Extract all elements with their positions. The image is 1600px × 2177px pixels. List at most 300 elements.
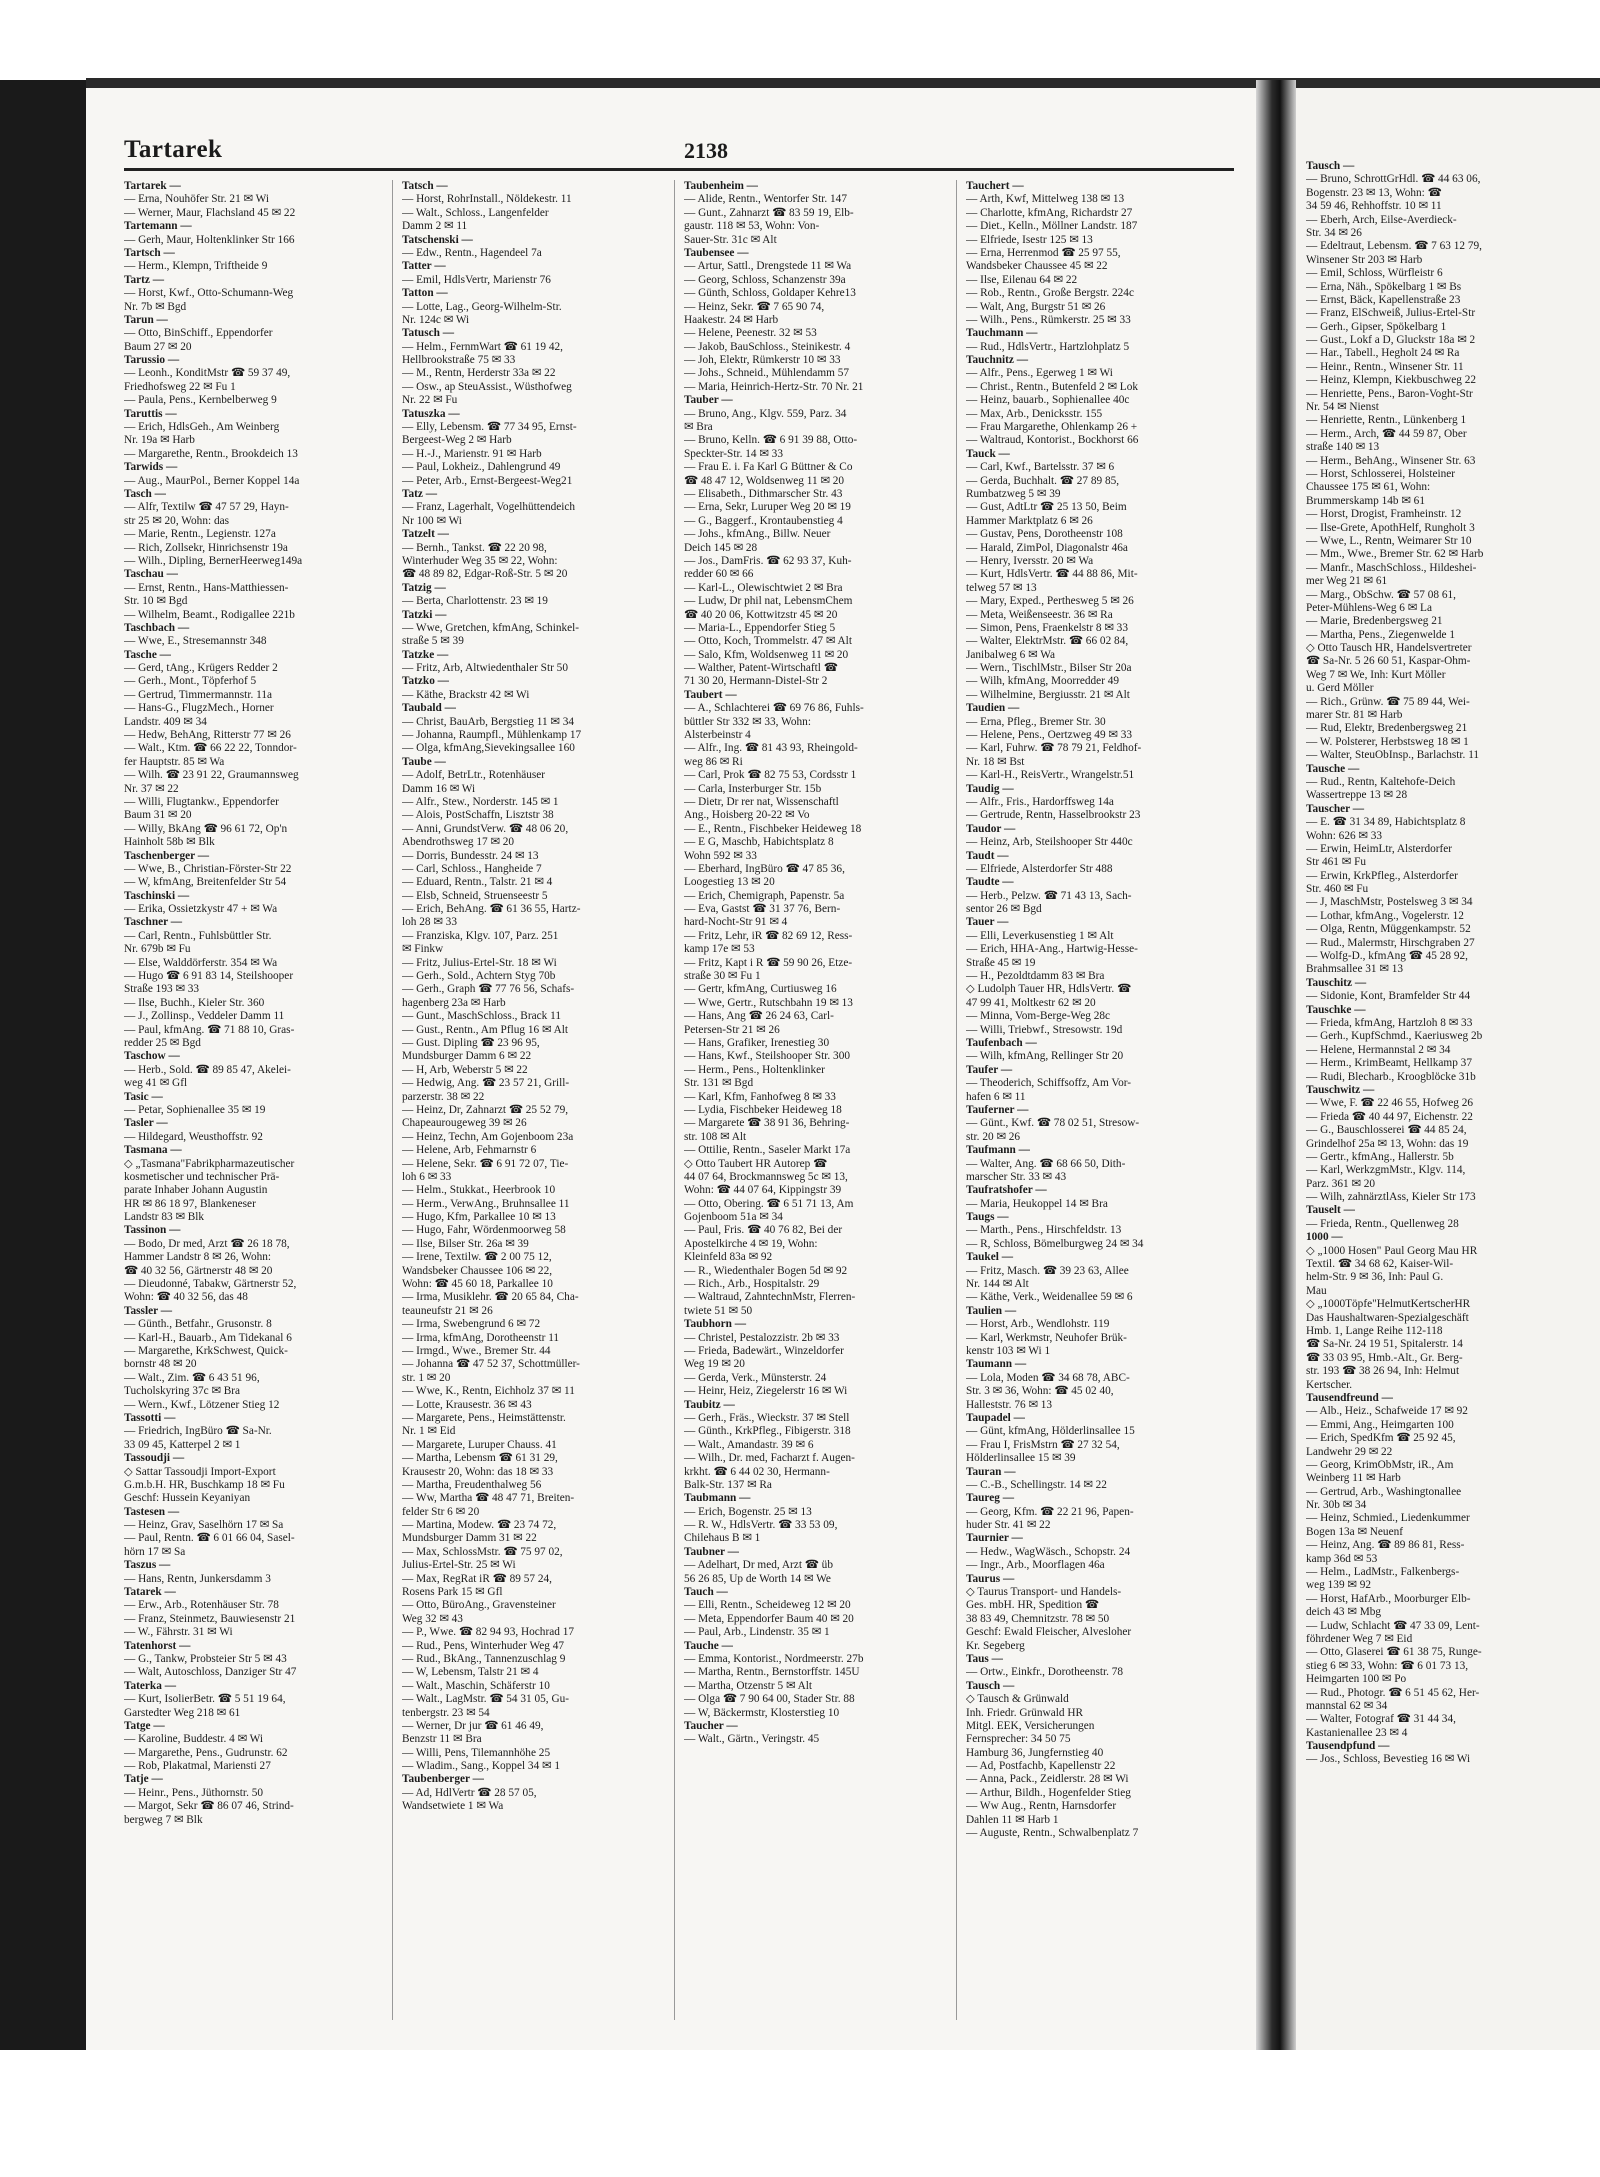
directory-entry-line: — Elfriede, Alsterdorfer Str 488 bbox=[966, 862, 1113, 875]
directory-entry-line: ☎ Sa-Nr. 5 26 60 51, Kaspar-Ohm- bbox=[1306, 655, 1471, 668]
directory-entry-line: — Otto, BüroAng., Gravensteiner bbox=[402, 1599, 556, 1612]
directory-entry-line: — Erna, Herrenmod ☎ 25 97 55, bbox=[966, 246, 1121, 259]
directory-entry-line: — Erwin, KrkPfleg., Alsterdorfer bbox=[1306, 869, 1458, 882]
directory-entry-line: — Rud., HdlsVertr., Hartzlohplatz 5 bbox=[966, 340, 1130, 353]
directory-entry-line: — Irmgd., Wwe., Bremer Str. 44 bbox=[402, 1344, 551, 1357]
directory-entry-line: Benzstr 11 ✉ Bra bbox=[402, 1733, 482, 1746]
directory-entry-line: — Maria, Heinrich-Hertz-Str. 70 Nr. 21 bbox=[684, 380, 864, 393]
directory-entry-line: — Mm., Wwe., Bremer Str. 62 ✉ Harb bbox=[1306, 548, 1484, 561]
directory-entry-line: — Gust, AdtLtr ☎ 25 13 50, Beim bbox=[966, 501, 1127, 514]
directory-entry-line: ◇ Ludolph Tauer HR, HdlsVertr. ☎ bbox=[966, 983, 1132, 996]
directory-entry-line: Tatschenski — bbox=[402, 233, 473, 246]
directory-entry-line: — Wwe, F. ☎ 22 46 55, Hofweg 26 bbox=[1306, 1097, 1474, 1110]
directory-entry-line: — Hans-G., FlugzMech., Horner bbox=[124, 702, 274, 715]
directory-entry-line: — Rud., Malermstr, Hirschgraben 27 bbox=[1306, 936, 1475, 949]
directory-entry-line: — Georg, Schloss, Schanzenstr 39a bbox=[684, 273, 846, 286]
directory-entry-line: Krausestr 20, Wohn: das 18 ✉ 33 bbox=[402, 1465, 554, 1478]
directory-entry-line: — Wern., Kwf., Lötzener Stieg 12 bbox=[124, 1398, 280, 1411]
directory-entry-line: Peter-Mühlens-Weg 6 ✉ La bbox=[1306, 601, 1432, 614]
directory-entry-line: Ges. mbH. HR, Spedition ☎ bbox=[966, 1599, 1100, 1612]
directory-entry-line: — R., Wiedenthaler Bogen 5d ✉ 92 bbox=[684, 1264, 848, 1277]
directory-entry-line: — Gerd, tAng., Krügers Redder 2 bbox=[124, 662, 278, 675]
directory-entry-line: Friedhofsweg 22 ✉ Fu 1 bbox=[124, 380, 236, 393]
directory-entry-line: Taubenberger — bbox=[402, 1773, 484, 1786]
directory-entry-line: — Herb., Pelzw. ☎ 71 43 13, Sach- bbox=[966, 889, 1132, 902]
directory-entry-line: — Walt., LagMstr. ☎ 54 31 05, Gu- bbox=[402, 1693, 570, 1706]
directory-entry-line: — Peter, Arb., Ernst-Bergeest-Weg21 bbox=[402, 474, 573, 487]
directory-entry-line: — Irma, kfmAng, Dorotheenstr 11 bbox=[402, 1331, 560, 1344]
directory-entry-line: hard-Nocht-Str 91 ✉ 4 bbox=[684, 916, 788, 929]
directory-entry-line: — Hedwig, Ang. ☎ 23 57 21, Grill- bbox=[402, 1077, 570, 1090]
directory-entry-line: Janibalweg 6 ✉ Wa bbox=[966, 648, 1055, 661]
directory-entry-line: Taschner — bbox=[124, 916, 183, 929]
directory-entry-line: — Emma, Kontorist., Nordmeerstr. 27b bbox=[684, 1652, 864, 1665]
directory-entry-line: — Wwe, L., Rentn, Weimarer Str 10 bbox=[1306, 534, 1472, 547]
directory-entry-line: Weg 32 ✉ 43 bbox=[402, 1612, 463, 1625]
directory-entry-line: ◇ Sattar Tassoudji Import-Export bbox=[124, 1465, 276, 1478]
directory-entry-line: Tarwids — bbox=[124, 461, 178, 474]
directory-entry-line: — Georg, Kfm. ☎ 22 21 96, Papen- bbox=[966, 1505, 1134, 1518]
directory-entry-line: — Eberh, Arch, Eilse-Averdieck- bbox=[1306, 213, 1457, 226]
directory-entry-line: Petersen-Str 21 ✉ 26 bbox=[684, 1023, 780, 1036]
directory-entry-line: — Rud., Photogr. ☎ 6 51 45 62, Her- bbox=[1306, 1686, 1480, 1699]
directory-entry-line: Mitgl. EEK, Versicherungen bbox=[966, 1719, 1095, 1732]
directory-entry-line: — Rob, Plakatmal, Mariensti 27 bbox=[124, 1760, 271, 1773]
directory-entry-line: — Heinz, bauarb., Sophienallee 40c bbox=[966, 394, 1130, 407]
directory-entry-line: — Walt., Zim. ☎ 6 43 51 96, bbox=[124, 1371, 260, 1384]
directory-entry-line: — Margarete, Luruper Chauss. 41 bbox=[402, 1438, 557, 1451]
directory-entry-line: — Heinr., Rentn., Winsener Str. 11 bbox=[1306, 360, 1464, 373]
directory-entry-line: kamp 17e ✉ 53 bbox=[684, 943, 755, 956]
directory-entry-line: — Elli, Leverkusenstieg 1 ✉ Alt bbox=[966, 929, 1114, 942]
directory-entry-line: — Margarete, Pens., Heimstättenstr. bbox=[402, 1411, 566, 1424]
directory-entry-line: — Diet., Kelln., Möllner Landstr. 187 bbox=[966, 220, 1138, 233]
directory-entry-line: Tatton — bbox=[402, 287, 448, 300]
directory-entry-line: Bogen 13a ✉ Neuenf bbox=[1306, 1525, 1403, 1538]
directory-entry-line: Taubald — bbox=[402, 702, 456, 715]
directory-entry-line: — Ludw, Dr phil nat, LebensmChem bbox=[684, 595, 853, 608]
directory-entry-line: Chilehaus B ✉ 1 bbox=[684, 1532, 761, 1545]
directory-entry-line: Nr. 22 ✉ Fu bbox=[402, 394, 458, 407]
directory-entry-line: Taudor — bbox=[966, 822, 1016, 835]
directory-entry-line: — Christel, Pestalozzistr. 2b ✉ 33 bbox=[684, 1331, 840, 1344]
directory-entry-line: — Carl, Prok ☎ 82 75 53, Cordsstr 1 bbox=[684, 769, 857, 782]
directory-entry-line: Weinberg 11 ✉ Harb bbox=[1306, 1472, 1401, 1485]
directory-entry-line: — Günth, Schloss, Goldaper Kehre13 bbox=[684, 287, 856, 300]
directory-entry-line: 33 09 45, Katterpel 2 ✉ 1 bbox=[124, 1438, 241, 1451]
directory-entry-line: ✉ Finkw bbox=[402, 943, 444, 956]
directory-entry-line: hafen 6 ✉ 11 bbox=[966, 1090, 1026, 1103]
directory-entry-line: 38 83 49, Chemnitzstr. 78 ✉ 50 bbox=[966, 1612, 1110, 1625]
directory-entry-line: — Marg., ObSchw. ☎ 57 08 61, bbox=[1306, 588, 1456, 601]
directory-entry-line: mannstal 62 ✉ 34 bbox=[1306, 1699, 1388, 1712]
directory-entry-line: hagenberg 23a ✉ Harb bbox=[402, 996, 506, 1009]
directory-entry-line: Tatzki — bbox=[402, 608, 447, 621]
directory-entry-line: — Hildegard, Weusthoffstr. 92 bbox=[124, 1130, 263, 1143]
directory-entry-line: Tasmana — bbox=[124, 1144, 182, 1157]
directory-entry-line: — Bernh., Tankst. ☎ 22 20 98, bbox=[402, 541, 547, 554]
directory-entry-line: Dahlen 11 ✉ Harb 1 bbox=[966, 1813, 1059, 1826]
directory-entry-line: — Carl, Kwf., Bartelsstr. 37 ✉ 6 bbox=[966, 461, 1115, 474]
directory-entry-line: marer Str. 81 ✉ Harb bbox=[1306, 709, 1403, 722]
directory-entry-line: — Johs., kfmAng., Billw. Neuer bbox=[684, 528, 831, 541]
directory-entry-line: — Salo, Kfm, Woldsenweg 11 ✉ 20 bbox=[684, 648, 849, 661]
directory-entry-line: Taubensee — bbox=[684, 246, 749, 259]
directory-entry-line: Wandsbeker Chaussee 106 ✉ 22, bbox=[402, 1264, 553, 1277]
directory-entry-line: Hainholt 58b ✉ Blk bbox=[124, 836, 215, 849]
directory-entry-line: — Georg, KrimObMstr, iR., Am bbox=[1306, 1458, 1454, 1471]
directory-entry-line: — Ww, Martha ☎ 48 47 71, Breiten- bbox=[402, 1492, 575, 1505]
directory-entry-line: Nr 100 ✉ Wi bbox=[402, 514, 462, 527]
directory-entry-line: — Martha, Freudenthalweg 56 bbox=[402, 1478, 542, 1491]
directory-entry-line: ◇ Otto Taubert HR Autorep ☎ bbox=[684, 1157, 828, 1170]
directory-entry-line: Tatzke — bbox=[402, 648, 449, 661]
directory-entry-line: str. 1 ✉ 20 bbox=[402, 1371, 451, 1384]
directory-entry-line: — Henriette, Pens., Baron-Voght-Str bbox=[1306, 387, 1473, 400]
directory-entry-line: Tartemann — bbox=[124, 220, 192, 233]
directory-entry-line: — Rud., Pens, Winterhuder Weg 47 bbox=[402, 1639, 565, 1652]
directory-entry-line: — Hugo, Kfm, Parkallee 10 ✉ 13 bbox=[402, 1211, 556, 1224]
directory-entry-line: hörn 17 ✉ Sa bbox=[124, 1545, 186, 1558]
directory-entry-line: ☎ Sa-Nr. 24 19 51, Spitalerstr. 14 bbox=[1306, 1338, 1463, 1351]
directory-entry-line: Inh. Friedr. Grünwald HR bbox=[966, 1706, 1084, 1719]
directory-entry-line: Grindelhof 25a ✉ 13, Wohn: das 19 bbox=[1306, 1137, 1469, 1150]
directory-entry-line: — Helm., LadMstr., Falkenbergs- bbox=[1306, 1566, 1460, 1579]
directory-entry-line: — Max, SchlossMstr. ☎ 75 97 02, bbox=[402, 1545, 563, 1558]
directory-entry-line: — Horst, HafArb., Moorburger Elb- bbox=[1306, 1592, 1471, 1605]
column-rule bbox=[674, 180, 675, 2020]
directory-entry-line: Tausendpfund — bbox=[1306, 1740, 1390, 1753]
directory-entry-line: Tauschitz — bbox=[1306, 976, 1367, 989]
directory-entry-line: Tausch — bbox=[1306, 160, 1355, 172]
directory-entry-line: — Gust., Lokf a D, Gluckstr 18a ✉ 2 bbox=[1306, 334, 1476, 347]
directory-entry-line: — Günt., Kwf. ☎ 78 02 51, Stresow- bbox=[966, 1117, 1140, 1130]
directory-entry-line: Kastanienallee 23 ✉ 4 bbox=[1306, 1726, 1408, 1739]
directory-entry-line: — Alide, Rentn., Wentorfer Str. 147 bbox=[684, 193, 847, 206]
directory-entry-line: twiete 51 ✉ 50 bbox=[684, 1304, 753, 1317]
directory-entry-line: ◇ „Tasmana"Fabrikpharmazeutischer bbox=[124, 1157, 295, 1170]
directory-entry-line: Landstr 83 ✉ Blk bbox=[124, 1211, 205, 1224]
directory-entry-line: Tatsch — bbox=[402, 180, 448, 192]
directory-entry-line: — Willy, BkAng ☎ 96 61 72, Op'n bbox=[124, 822, 288, 835]
directory-entry-line: — Irma, Musiklehr. ☎ 20 65 84, Cha- bbox=[402, 1291, 579, 1304]
directory-entry-line: — Karl-H., ReisVertr., Wrangelstr.51 bbox=[966, 769, 1135, 782]
directory-entry-line: — Olga, Rentn, Müggenkampstr. 52 bbox=[1306, 923, 1471, 936]
directory-entry-line: Taudig — bbox=[966, 782, 1014, 795]
directory-entry-line: Nr. 124c ✉ Wi bbox=[402, 313, 470, 326]
directory-entry-line: — Heinz, Klempn, Kiekbuschweg 22 bbox=[1306, 374, 1477, 387]
directory-entry-line: parzerstr. 38 ✉ 22 bbox=[402, 1090, 485, 1103]
directory-entry-line: 56 26 85, Up de Worth 14 ✉ We bbox=[684, 1572, 831, 1585]
directory-entry-line: — H.-J., Marienstr. 91 ✉ Harb bbox=[402, 447, 542, 460]
directory-entry-line: — Käthe, Brackstr 42 ✉ Wi bbox=[402, 688, 530, 701]
directory-entry-line: — Eva, Gastst ☎ 31 37 76, Bern- bbox=[684, 903, 841, 916]
directory-entry-line: — Rudi, Blecharb., Kroogblöcke 31b bbox=[1306, 1070, 1476, 1083]
directory-entry-line: — Berta, Charlottenstr. 23 ✉ 19 bbox=[402, 595, 548, 608]
directory-entry-line: Tauch — bbox=[684, 1586, 728, 1599]
directory-entry-line: — Karl, WerkzgmMstr., Klgv. 114, bbox=[1306, 1164, 1466, 1177]
directory-entry-line: Tauche — bbox=[684, 1639, 733, 1652]
directory-entry-line: deich 43 ✉ Mbg bbox=[1306, 1606, 1382, 1619]
directory-entry-line: G.m.b.H. HR, Buschkamp 18 ✉ Fu bbox=[124, 1478, 285, 1491]
directory-entry-line: Tatusch — bbox=[402, 327, 455, 340]
directory-entry-line: Tartarek — bbox=[124, 180, 181, 192]
directory-entry-line: Taucher — bbox=[684, 1719, 738, 1732]
directory-entry-line: — Wern., TischlMstr., Bilser Str 20a bbox=[966, 662, 1132, 675]
directory-entry-line: — Charlotte, kfmAng, Richardstr 27 bbox=[966, 206, 1133, 219]
directory-entry-line: telweg 57 ✉ 13 bbox=[966, 581, 1037, 594]
directory-entry-line: — Gertrud, Timmermannstr. 11a bbox=[124, 688, 273, 701]
directory-entry-line: bornstr 48 ✉ 20 bbox=[124, 1358, 197, 1371]
directory-entry-line: — Margarethe, KrkSchwest, Quick- bbox=[124, 1344, 288, 1357]
directory-entry-line: — Herm., VerwAng., Bruhnsallee 11 bbox=[402, 1197, 570, 1210]
directory-entry-line: Tatge — bbox=[124, 1719, 165, 1732]
directory-entry-line: — Alfr., Stew., Norderstr. 145 ✉ 1 bbox=[402, 795, 559, 808]
directory-entry-line: — Wolfg-D., kfmAng ☎ 45 28 92, bbox=[1306, 950, 1469, 963]
directory-entry-line: — Meta, Weißenseestr. 36 ✉ Ra bbox=[966, 608, 1113, 621]
directory-entry-line: Tauchert — bbox=[966, 180, 1024, 192]
book-gutter bbox=[1256, 80, 1296, 2050]
directory-entry-line: — P., Wwe. ☎ 82 94 93, Hochrad 17 bbox=[402, 1626, 575, 1639]
directory-entry-line: — Max, RegRat iR ☎ 89 57 24, bbox=[402, 1572, 552, 1585]
directory-entry-line: Kr. Segeberg bbox=[966, 1639, 1025, 1652]
directory-entry-line: — Walt., Ktm. ☎ 66 22 22, Tonndor- bbox=[124, 742, 297, 755]
directory-entry-line: Hellbrookstraße 75 ✉ 33 bbox=[402, 354, 516, 367]
directory-entry-line: — Helene, Arb, Fehmarnstr 6 bbox=[402, 1144, 537, 1157]
directory-entry-line: — Käthe, Verk., Weidenallee 59 ✉ 6 bbox=[966, 1291, 1133, 1304]
directory-entry-line: — Wilh., Dipling, BernerHeerweg149a bbox=[124, 554, 303, 567]
directory-entry-line: huder Str. 41 ✉ 22 bbox=[966, 1519, 1051, 1532]
directory-entry-line: Taugs — bbox=[966, 1211, 1009, 1224]
directory-entry-line: — Wilh, kfmAng, Moorredder 49 bbox=[966, 675, 1120, 688]
directory-entry-line: — Kurt, HdlsVertr. ☎ 44 88 86, Mit- bbox=[966, 568, 1138, 581]
directory-entry-line: Tassoudji — bbox=[124, 1452, 185, 1465]
directory-entry-line: 44 07 64, Brockmannsweg 5c ✉ 13, bbox=[684, 1170, 848, 1183]
directory-entry-line: Winsener Str 203 ✉ Harb bbox=[1306, 253, 1423, 266]
directory-entry-line: Tatenhorst — bbox=[124, 1639, 191, 1652]
directory-entry-line: loh 28 ✉ 33 bbox=[402, 916, 457, 929]
directory-entry-line: Wohn: 626 ✉ 33 bbox=[1306, 829, 1383, 842]
directory-entry-line: — Carl, Schloss., Hangheide 7 bbox=[402, 862, 542, 875]
directory-entry-line: — Herm., BehAng., Winsener Str. 63 bbox=[1306, 454, 1476, 467]
directory-entry-line: — Heinr, Heiz, Ziegelerstr 16 ✉ Wi bbox=[684, 1385, 848, 1398]
directory-entry-line: — Otto, Koch, Trommelstr. 47 ✉ Alt bbox=[684, 635, 852, 648]
directory-entry-line: ☎ 40 32 56, Gärtnerstr 48 ✉ 20 bbox=[124, 1264, 273, 1277]
directory-entry-line: Mundsburger Damm 31 ✉ 22 bbox=[402, 1532, 537, 1545]
directory-entry-line: Winterhuder Weg 35 ✉ 22, Wohn: bbox=[402, 554, 558, 567]
directory-entry-line: Nr. 144 ✉ Alt bbox=[966, 1278, 1029, 1291]
directory-entry-line: — Heinz, Schmied., Liedenkummer bbox=[1306, 1512, 1470, 1525]
directory-entry-line: — Martina, Modew. ☎ 23 74 72, bbox=[402, 1519, 557, 1532]
directory-entry-line: parate Inhaber Johann Augustin bbox=[124, 1184, 268, 1197]
directory-entry-line: — G., Tankw, Probsteier Str 5 ✉ 43 bbox=[124, 1652, 287, 1665]
directory-entry-line: Brummerskamp 14b ✉ 61 bbox=[1306, 494, 1425, 507]
directory-entry-line: kosmetischer und technischer Prä- bbox=[124, 1170, 280, 1183]
directory-entry-line: — Dorris, Bundesstr. 24 ✉ 13 bbox=[402, 849, 539, 862]
directory-entry-line: redder 60 ✉ 66 bbox=[684, 568, 754, 581]
directory-entry-line: Hammer Landstr 8 ✉ 26, Wohn: bbox=[124, 1251, 272, 1264]
directory-entry-line: — Marth., Pens., Hirschfeldstr. 13 bbox=[966, 1224, 1122, 1237]
directory-entry-line: — E., Rentn., Fischbeker Heideweg 18 bbox=[684, 822, 862, 835]
directory-entry-line: — Ingr., Arb., Moorflagen 46a bbox=[966, 1559, 1105, 1572]
directory-entry-line: Straße 45 ✉ 19 bbox=[966, 956, 1036, 969]
directory-entry-line: — Waltraud, Kontorist., Bockhorst 66 bbox=[966, 434, 1139, 447]
directory-entry-line: — Paul, Lokheiz., Dahlengrund 49 bbox=[402, 461, 561, 474]
directory-entry-line: Tausendfreund — bbox=[1306, 1391, 1393, 1404]
directory-entry-line: Taschenberger — bbox=[124, 849, 210, 862]
directory-entry-line: — Wladim., Sang., Koppel 34 ✉ 1 bbox=[402, 1760, 560, 1773]
directory-entry-line: — Herm., Pens., Holtenklinker bbox=[684, 1063, 825, 1076]
directory-entry-line: — Lotte, Lag., Georg-Wilhelm-Str. bbox=[402, 300, 562, 313]
directory-entry-line: Wohn 592 ✉ 33 bbox=[684, 849, 757, 862]
directory-entry-line: — Fritz, Arb, Altwiedenthaler Str 50 bbox=[402, 662, 568, 675]
directory-entry-line: Speckter-Str. 14 ✉ 33 bbox=[684, 447, 783, 460]
directory-entry-line: str. 193 ☎ 38 26 94, Inh: Helmut bbox=[1306, 1365, 1460, 1378]
directory-entry-line: — Edw., Rentn., Hagendeel 7a bbox=[402, 246, 542, 259]
directory-entry-line: — Walt., Gärtn., Veringstr. 45 bbox=[684, 1733, 820, 1746]
directory-entry-line: Deich 145 ✉ 28 bbox=[684, 541, 758, 554]
directory-entry-line: — Ad, Postfachb, Kapellenstr 22 bbox=[966, 1760, 1116, 1773]
directory-entry-line: — Lotte, Krausestr. 36 ✉ 43 bbox=[402, 1398, 532, 1411]
directory-entry-line: loh 6 ✉ 33 bbox=[402, 1170, 452, 1183]
directory-entry-line: — Auguste, Rentn., Schwalbenplatz 7 bbox=[966, 1827, 1139, 1840]
directory-entry-line: — Gerh., Fräs., Wieckstr. 37 ✉ Stell bbox=[684, 1411, 850, 1424]
directory-entry-line: — Lydia, Fischbeker Heideweg 18 bbox=[684, 1103, 842, 1116]
directory-entry-line: — Carla, Insterburger Str. 15b bbox=[684, 782, 822, 795]
directory-entry-line: Tatter — bbox=[402, 260, 446, 273]
directory-entry-line: — Hedw., WagWäsch., Schopstr. 24 bbox=[966, 1545, 1131, 1558]
directory-entry-line: Tauck — bbox=[966, 447, 1010, 460]
directory-entry-line: Taubmann — bbox=[684, 1492, 751, 1505]
directory-entry-line: Taumann — bbox=[966, 1358, 1027, 1371]
directory-entry-line: — H, Arb, Weberstr 5 ✉ 22 bbox=[402, 1063, 528, 1076]
directory-entry-line: — E G, Maschb, Habichtsplatz 8 bbox=[684, 836, 834, 849]
directory-entry-line: — Gerh., KupfSchmd., Kaeriusweg 2b bbox=[1306, 1030, 1483, 1043]
directory-entry-line: — Lola, Moden ☎ 34 68 78, ABC- bbox=[966, 1371, 1130, 1384]
directory-entry-line: — Alfr., Ing. ☎ 81 43 93, Rheingold- bbox=[684, 742, 858, 755]
directory-entry-line: Tauschke — bbox=[1306, 1003, 1366, 1016]
directory-entry-line: — Erich, HdlsGeh., Am Weinberg bbox=[124, 421, 280, 434]
directory-entry-line: Hmb. 1, Lange Reihe 112-118 bbox=[1306, 1324, 1443, 1337]
directory-entry-line: Bergeest-Weg 2 ✉ Harb bbox=[402, 434, 512, 447]
directory-entry-line: — W. Polsterer, Herbstsweg 18 ✉ 1 bbox=[1306, 735, 1469, 748]
directory-entry-line: weg 139 ✉ 92 bbox=[1306, 1579, 1372, 1592]
directory-entry-line: Wassertreppe 13 ✉ 28 bbox=[1306, 789, 1408, 802]
directory-entry-line: straße 30 ✉ Fu 1 bbox=[684, 970, 761, 983]
directory-entry-line: — Frieda, kfmAng, Hartzloh 8 ✉ 33 bbox=[1306, 1017, 1473, 1029]
directory-entry-line: — Karoline, Buddestr. 4 ✉ Wi bbox=[124, 1733, 264, 1746]
directory-entry-line: — Alb., Heiz., Schafweide 17 ✉ 92 bbox=[1306, 1405, 1468, 1418]
directory-entry-line: — Johanna, Raumpfl., Mühlenkamp 17 bbox=[402, 729, 582, 742]
directory-entry-line: — Joh, Elektr, Rümkerstr 10 ✉ 33 bbox=[684, 354, 841, 367]
directory-entry-line: — Helene, Peenestr. 32 ✉ 53 bbox=[684, 327, 817, 340]
directory-entry-line: — Har., Tabell., Hegholt 24 ✉ Ra bbox=[1306, 347, 1460, 360]
directory-entry-line: — Elisabeth., Dithmarscher Str. 43 bbox=[684, 487, 843, 500]
directory-entry-line: — W, Lebensm, Talstr 21 ✉ 4 bbox=[402, 1666, 539, 1679]
directory-page-right bbox=[1296, 88, 1600, 2050]
directory-entry-line: — Frau E. i. Fa Karl G Büttner & Co bbox=[684, 461, 853, 474]
directory-entry-line: — Wwe, Gertr., Rutschbahn 19 ✉ 13 bbox=[684, 996, 853, 1009]
directory-entry-line: — Franz, Lagerhalt, Vogelhüttendeich bbox=[402, 501, 576, 514]
directory-entry-line: Taschinski — bbox=[124, 889, 190, 902]
directory-entry-line: — Ilse, Bilser Str. 26a ✉ 39 bbox=[402, 1237, 529, 1250]
directory-entry-line: — Adolf, BetrLtr., Rotenhäuser bbox=[402, 769, 546, 782]
directory-entry-line: Kleinfeld 83a ✉ 92 bbox=[684, 1251, 773, 1264]
directory-entry-line: Taubhorn — bbox=[684, 1318, 747, 1331]
directory-entry-line: — Erich, Bogenstr. 25 ✉ 13 bbox=[684, 1505, 812, 1518]
directory-entry-line: redder 25 ✉ Bgd bbox=[124, 1037, 201, 1049]
directory-entry-line: Taubert — bbox=[684, 688, 737, 701]
directory-entry-line: Tauferner — bbox=[966, 1103, 1029, 1116]
directory-entry-line: Str. 10 ✉ Bgd bbox=[124, 595, 188, 608]
directory-entry-line: — Arth, Kwf, Mittelweg 138 ✉ 13 bbox=[966, 193, 1125, 206]
directory-entry-line: — Ernst, Bäck, Kapellenstraße 23 bbox=[1306, 293, 1461, 306]
directory-entry-line: Taupadel — bbox=[966, 1411, 1025, 1424]
directory-entry-line: — Artur, Sattl., Drengstede 11 ✉ Wa bbox=[684, 260, 852, 273]
directory-entry-line: Tauchnitz — bbox=[966, 354, 1029, 367]
directory-entry-line: — Erna, Näh., Spökelbarg 1 ✉ Bs bbox=[1306, 280, 1462, 293]
directory-entry-line: Tasler — bbox=[124, 1117, 168, 1130]
directory-entry-line: Nr. 679b ✉ Fu bbox=[124, 943, 191, 956]
directory-entry-line: Rumbatzweg 5 ✉ 39 bbox=[966, 487, 1061, 500]
directory-entry-line: — Erna, Pfleg., Bremer Str. 30 bbox=[966, 715, 1106, 728]
directory-entry-line: Wohn: ☎ 44 07 64, Kippingstr 39 bbox=[684, 1184, 842, 1197]
directory-entry-line: — Margarete ☎ 38 91 36, Behring- bbox=[684, 1117, 850, 1130]
directory-entry-line: — Rud., Rentn, Kaltehofe-Deich bbox=[1306, 775, 1456, 788]
directory-entry-line: — Ludw, Schlacht ☎ 47 33 09, Lent- bbox=[1306, 1619, 1480, 1632]
directory-entry-line: Str. 460 ✉ Fu bbox=[1306, 883, 1369, 896]
directory-entry-line: ◇ „1000Töpfe"HelmutKertscherHR bbox=[1306, 1298, 1471, 1311]
directory-entry-line: — Rud, Elektr, Bredenbergsweg 21 bbox=[1306, 722, 1468, 735]
directory-entry-line: — Horst, Kwf., Otto-Schumann-Weg bbox=[124, 287, 294, 300]
directory-entry-line: Taulien — bbox=[966, 1304, 1017, 1317]
directory-entry-line: Tatarek — bbox=[124, 1586, 176, 1599]
directory-entry-line: — Marie, Bredenbergsweg 21 bbox=[1306, 615, 1443, 628]
directory-entry-line: — C.-B., Schellingstr. 14 ✉ 22 bbox=[966, 1478, 1107, 1491]
directory-entry-line: — Willi, Flugtankw., Eppendorfer bbox=[124, 795, 279, 808]
directory-entry-line: — Wilh., Pens., Rümkerstr. 25 ✉ 33 bbox=[966, 313, 1131, 326]
directory-entry-line: — Gerh., Mont., Töpferhof 5 bbox=[124, 675, 257, 688]
directory-entry-line: — Rich, Zollsekr, Hinrichsenstr 19a bbox=[124, 541, 288, 554]
directory-entry-line: Tucholskyring 37c ✉ Bra bbox=[124, 1385, 241, 1398]
directory-entry-line: — Wilhelmine, Bergiusstr. 21 ✉ Alt bbox=[966, 688, 1130, 701]
directory-entry-line: — Frieda, Rentn., Quellenweg 28 bbox=[1306, 1217, 1459, 1230]
directory-entry-line: — Max, Arb., Denicksstr. 155 bbox=[966, 407, 1103, 420]
directory-entry-line: Taurnier — bbox=[966, 1532, 1023, 1545]
directory-entry-line: — Karl, Werkmstr, Neuhofer Brük- bbox=[966, 1331, 1127, 1344]
directory-entry-line: Tauran — bbox=[966, 1465, 1016, 1478]
directory-entry-line: — Frieda ☎ 40 44 97, Eichenstr. 22 bbox=[1306, 1110, 1473, 1123]
directory-entry-line: — Lothar, kfmAng., Vogelerstr. 12 bbox=[1306, 909, 1464, 922]
directory-entry-line: Weg 7 ✉ We, Inh: Kurt Möller bbox=[1306, 668, 1446, 681]
directory-entry-line: — Alfr., Fris., Hardorffsweg 14a bbox=[966, 795, 1114, 808]
directory-entry-line: — Walt, Ang, Burgstr 51 ✉ 26 bbox=[966, 300, 1106, 313]
directory-entry-line: — Otto, BinSchiff., Eppendorfer bbox=[124, 327, 273, 340]
directory-entry-line: — Bruno, Kelln. ☎ 6 91 39 88, Otto- bbox=[684, 434, 858, 447]
directory-entry-line: — Erich, BehAng. ☎ 61 36 55, Hartz- bbox=[402, 903, 581, 916]
directory-entry-line: Sauer-Str. 31c ✉ Alt bbox=[684, 233, 777, 246]
directory-entry-line: Taterka — bbox=[124, 1679, 176, 1692]
directory-entry-line: — Franz, Steinmetz, Bauwiesenstr 21 bbox=[124, 1612, 296, 1625]
directory-entry-line: — Jos., Schloss, Bevestieg 16 ✉ Wi bbox=[1306, 1753, 1471, 1766]
directory-entry-line: Fernsprecher: 34 50 75 bbox=[966, 1733, 1071, 1746]
running-head-name: Tartarek bbox=[124, 136, 223, 163]
directory-entry-line: — Meta, Eppendorfer Baum 40 ✉ 20 bbox=[684, 1612, 854, 1625]
directory-entry-line: — Karl, Fuhrw. ☎ 78 79 21, Feldhof- bbox=[966, 742, 1142, 755]
directory-entry-line: Tasch — bbox=[124, 487, 166, 500]
directory-entry-line: — Willi, Triebwf., Stresowstr. 19d bbox=[966, 1023, 1123, 1036]
directory-entry-line: — Erwin, HeimLtr, Alsterdorfer bbox=[1306, 842, 1453, 855]
